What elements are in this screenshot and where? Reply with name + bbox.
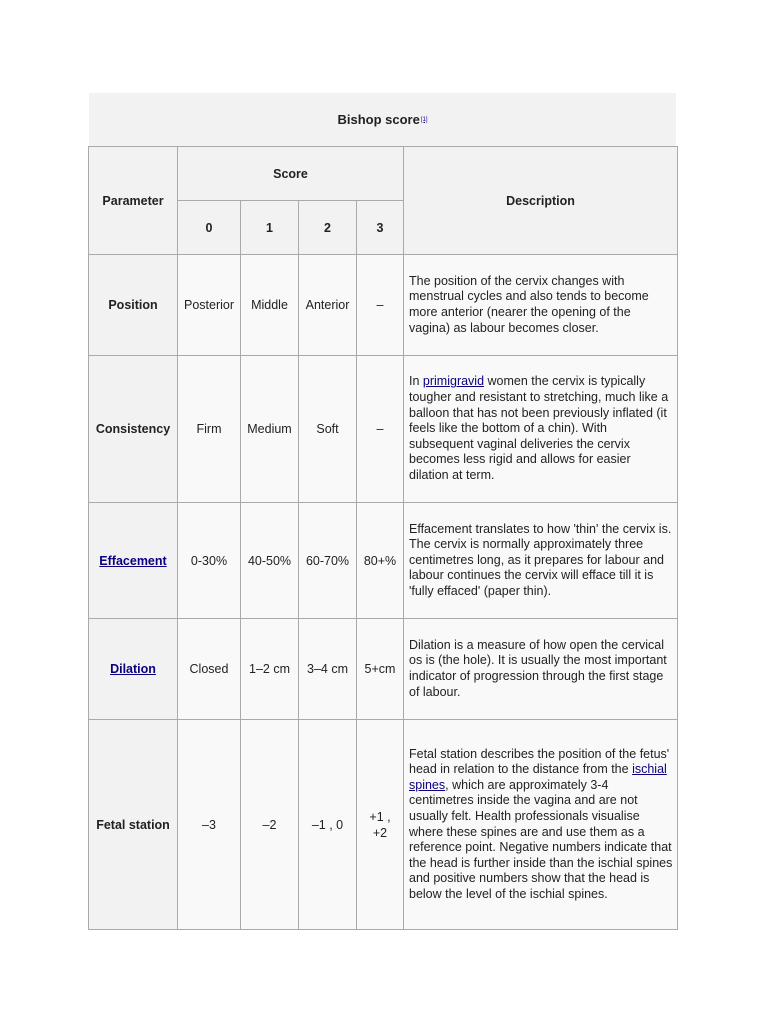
table-row — [89, 356, 678, 503]
description-text: Dilation is a measure of how open the cervical os is (the hole). It is usually the most important indicator of progression through the first stage of labour. — [409, 637, 667, 699]
score-cell: 80+% — [357, 503, 404, 619]
reference-link[interactable]: [1] — [420, 116, 428, 123]
score-cell: – — [357, 356, 404, 503]
score-cell: 5+cm — [357, 619, 404, 720]
row-parameter-position: Position — [89, 255, 178, 356]
parameter-label: Consistency — [95, 422, 171, 436]
header-score-2: 2 — [299, 201, 357, 255]
header-score-1: 1 — [241, 201, 299, 255]
table-caption — [89, 93, 676, 146]
row-parameter-dilation — [89, 619, 178, 720]
table-row — [89, 255, 678, 356]
description-text: The position of the cervix changes with menstrual cycles and also tends to become more anterior (nearer the opening of the vagina) as labour becomes closer. — [409, 273, 649, 335]
row-parameter-consistency — [89, 356, 178, 503]
score-cell — [241, 356, 299, 503]
ischial-spines-link[interactable]: ischial spines — [409, 762, 667, 792]
score-cell: Closed — [178, 619, 241, 720]
description-text: In — [409, 374, 423, 389]
score-value: Posterior — [183, 298, 235, 312]
header-score: Score — [178, 147, 404, 201]
score-value: +1 , +2 — [369, 809, 391, 840]
score-value: Anterior — [305, 298, 350, 312]
row-description — [404, 619, 678, 720]
effacement-link[interactable]: Effacement — [99, 553, 167, 568]
description-text: , which are approximately 3-4 centimetres inside the vagina and are not usually felt. Health professionals visualise where these spines are and use them as a reference point. Negative numbers indicate that the head is further inside than the ischial spines and positive numbers show that the head is below the level of the ischial spines. — [409, 777, 673, 901]
score-cell: Middle — [241, 255, 299, 356]
row-parameter-effacement — [89, 503, 178, 619]
header-score-3: 3 — [357, 201, 404, 255]
description-text: Effacement translates to how 'thin' the cervix is. The cervix is normally approximately three centimetres long, as it prepares for labour and labour continues the cervix will efface till it is 'fully effaced' (paper thin). — [409, 521, 672, 598]
score-cell: –1 , 0 — [299, 720, 357, 930]
bishop-score-table — [88, 146, 678, 930]
row-description — [404, 720, 678, 930]
row-description — [404, 356, 678, 503]
score-cell: 1–2 cm — [241, 619, 299, 720]
score-cell: 3–4 cm — [299, 619, 357, 720]
score-cell: – — [357, 255, 404, 356]
score-cell — [299, 255, 357, 356]
header-description: Description — [404, 147, 678, 255]
primigravid-link[interactable]: primigravid — [422, 374, 485, 389]
score-cell: 60-70% — [299, 503, 357, 619]
table-title: Bishop score — [337, 112, 420, 127]
table-row — [89, 619, 678, 720]
row-parameter-fetal-station: Fetal station — [89, 720, 178, 930]
header-parameter: Parameter — [89, 147, 178, 255]
score-cell: –3 — [178, 720, 241, 930]
dilation-link[interactable]: Dilation — [110, 662, 156, 676]
score-cell: 40-50% — [241, 503, 299, 619]
row-description — [404, 503, 678, 619]
score-cell — [178, 255, 241, 356]
score-value: Medium — [247, 422, 292, 436]
row-description — [404, 255, 678, 356]
score-cell: Soft — [299, 356, 357, 503]
score-cell: Firm — [178, 356, 241, 503]
score-cell: 0-30% — [178, 503, 241, 619]
description-text: women the cervix is typically tougher and resistant to stretching, much like a balloon that has not been previously inflated (it feels like the bottom of a chin). With subsequent vaginal deliveries the cervix becomes less rigid and allows for easier dilation at term. — [409, 374, 669, 482]
table-row — [89, 720, 678, 930]
header-score-0: 0 — [178, 201, 241, 255]
table-row — [89, 503, 678, 619]
score-cell: –2 — [241, 720, 299, 930]
description-text: Fetal station describes the position of the fetus' head in relation to the distance from the — [409, 746, 670, 777]
score-cell — [357, 720, 404, 930]
